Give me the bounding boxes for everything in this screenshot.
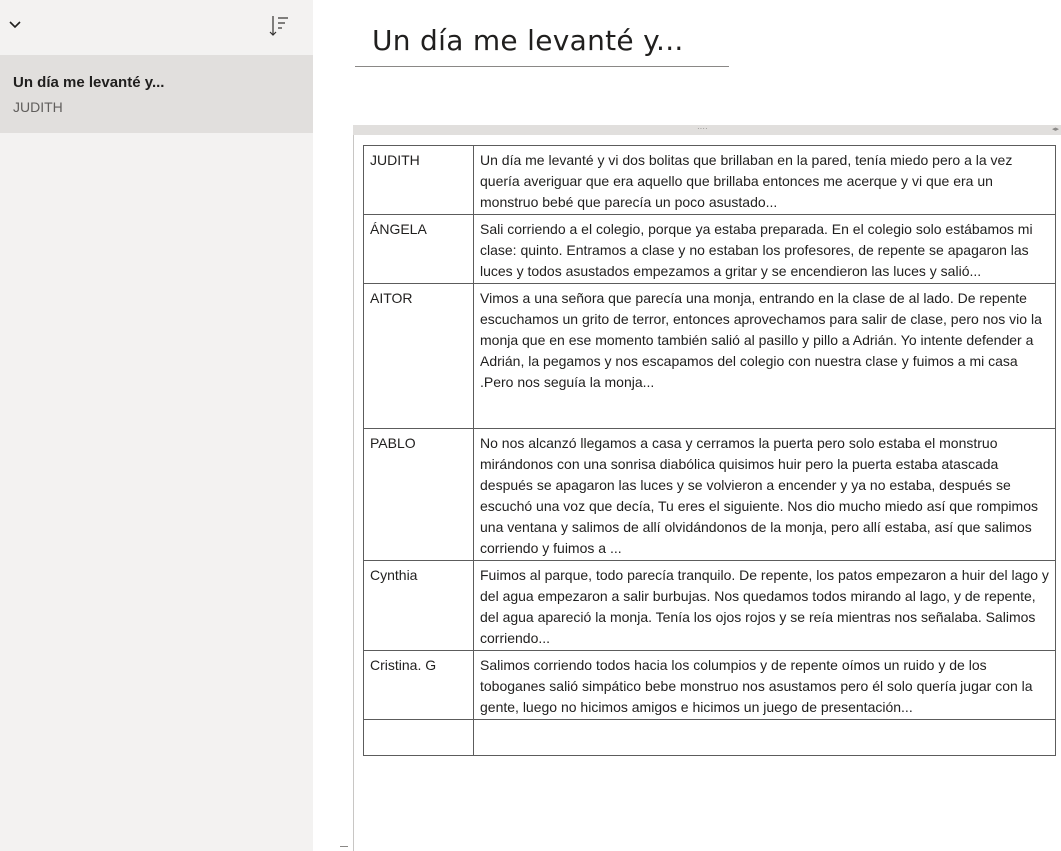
author-cell[interactable]: JUDITH	[364, 146, 474, 215]
table-row	[364, 651, 1056, 720]
author-cell[interactable]: Cristina. G	[364, 651, 474, 720]
story-cell[interactable]: Vimos a una señora que parecía una monja, entrando en la clase de al lado. De repente escuchamos un grito de terror, entonces aprovechamos para salir de clase, pero nos vio la monja que en ese momento también salió al pasillo y pillo a Adrián. Yo intente defender a Adrián, la pegamos y nos escapamos del colegio con nuestra clase y fuimos a mi casa .Pero nos seguía la monja...	[474, 284, 1056, 429]
page-title[interactable]: Un día me levanté y...	[372, 24, 684, 57]
author-cell[interactable]: ÁNGELA	[364, 215, 474, 284]
story-table[interactable]	[363, 145, 1056, 756]
resize-arrows-icon[interactable]: ◂▸	[1051, 126, 1059, 133]
chevron-down-icon[interactable]	[8, 20, 22, 30]
scroll-marker	[340, 846, 348, 847]
section-pane	[0, 0, 313, 851]
author-cell[interactable]: Cynthia	[364, 561, 474, 651]
drag-grip-icon[interactable]: ····	[697, 124, 708, 133]
story-cell[interactable]: Un día me levanté y vi dos bolitas que brillaban en la pared, tenía miedo pero a la vez quería averiguar que era aquello que brillaba entonces me acerque y vi que era un monstruo bebé que parecía un poco asustado...	[474, 146, 1056, 215]
author-cell[interactable]: PABLO	[364, 429, 474, 561]
story-cell[interactable]: Salimos corriendo todos hacia los columpios y de repente oímos un ruido y de los toboganes salió simpático bebe monstruo nos asustamos pero él solo quería jugar con la gente, luego no hicimos amigos e hicimos un juego de presentación...	[474, 651, 1056, 720]
table-row	[364, 215, 1056, 284]
author-cell[interactable]: AITOR	[364, 284, 474, 429]
table-row	[364, 429, 1056, 561]
table-row	[364, 561, 1056, 651]
table-row	[364, 284, 1056, 429]
page-list-item[interactable]	[0, 55, 313, 133]
story-cell[interactable]: Fuimos al parque, todo parecía tranquilo. De repente, los patos empezaron a huir del lago y del agua empezaron a salir burbujas. Nos quedamos todos mirando al lago, y de repente, del agua apareció la monja. Tenía los ojos rojos y se reía mientras nos señalaba. Salimos corriendo...	[474, 561, 1056, 651]
container-edge	[353, 135, 354, 851]
title-underline	[355, 66, 729, 67]
story-cell[interactable]: No nos alcanzó llegamos a casa y cerramos la puerta pero solo estaba el monstruo mirándonos con una sonrisa diabólica quisimos huir pero la puerta estaba atascada después se apagaron las luces y se volvieron a encender y ya no estaba, después se escuchó una voz que decía, Tu eres el siguiente. Nos dio mucho miedo así que rompimos una ventana y salimos de allí olvidándonos de la monja, pero allí estaba, así que salimos corriendo y fuimos a ...	[474, 429, 1056, 561]
story-cell[interactable]: Sali corriendo a el colegio, porque ya estaba preparada. En el colegio solo estábamos mi clase: quinto. Entramos a clase y no estaban los profesores, de repente se apagaron las luces y todos asustados empezamos a gritar y se encendieron las luces y salió...	[474, 215, 1056, 284]
author-cell[interactable]	[364, 720, 474, 756]
table-row	[364, 146, 1056, 215]
page-list-item-title: Un día me levanté y...	[13, 74, 165, 91]
page-list-item-subtitle: JUDITH	[13, 99, 63, 115]
note-container-handle[interactable]	[353, 125, 1061, 135]
table-row	[364, 720, 1056, 756]
sort-icon[interactable]	[268, 14, 290, 38]
story-cell[interactable]	[474, 720, 1056, 756]
